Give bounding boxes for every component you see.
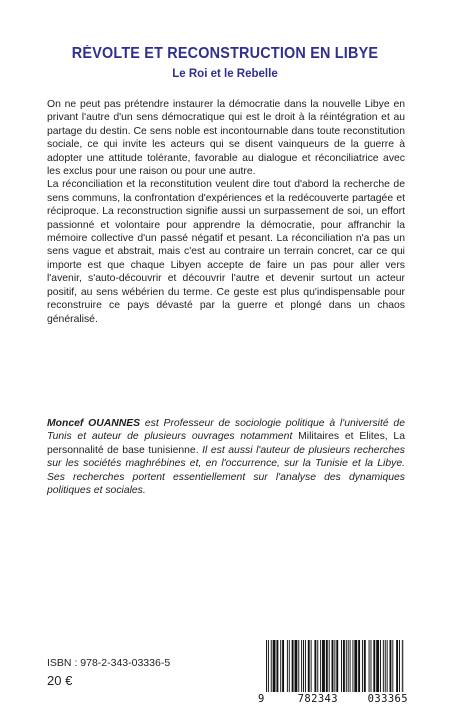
barcode-bar bbox=[320, 640, 321, 692]
back-cover-blurb bbox=[47, 98, 405, 326]
author-bio-text-2: Il est aussi l'auteur de plusieurs recherches sur les sociétés maghrébines et, en l'occurrence, sur la Tunisie et la Libye. Ses recherches portent essentiellement sur l'analyse des dynamiques politiques et sociales. bbox=[47, 444, 405, 497]
book-subtitle: Le Roi et le Rebelle bbox=[172, 68, 278, 80]
barcode-bar bbox=[392, 640, 393, 692]
barcode-bar bbox=[311, 640, 312, 692]
blurb-paragraph-1: On ne peut pas prétendre instaurer la démocratie dans la nouvelle Libye en privant l'autre d'un sens démocratique qui est le droit à la réintégration et au partage du destin. Ce sens noble est incontournable dans toute reconstitution sociale, ce qui invite les acteurs qui se disent vainqueurs de la guerre à adopter une attitude tolérante, favorable au dialogue et réconciliatrice avec les exclus pour une raison ou pour une autre. bbox=[47, 99, 405, 178]
author-bio-text-1: est Professeur de sociologie politique à l'université de Tunis et auteur de plusieurs ouvrages notamment bbox=[47, 418, 405, 443]
barcode-bar bbox=[332, 640, 334, 692]
barcode-bar bbox=[343, 640, 345, 692]
barcode-bar bbox=[352, 640, 353, 692]
barcode-bar bbox=[390, 640, 392, 692]
barcode-bar bbox=[322, 640, 325, 692]
barcode-bar bbox=[399, 640, 400, 692]
author-name: Moncef OUANNES bbox=[47, 418, 141, 429]
barcode-bar bbox=[292, 640, 294, 692]
author-works: Militaires et Elites, La personnalité de base tunisienne. bbox=[47, 431, 405, 456]
barcode-bar bbox=[348, 640, 349, 692]
barcode-bar bbox=[383, 640, 384, 692]
barcode-bar bbox=[341, 640, 342, 692]
barcode-bar bbox=[369, 640, 370, 692]
price-label: 20 € bbox=[47, 673, 73, 688]
book-title: RÉVOLTE ET RECONSTRUCTION EN LIBYE bbox=[71, 45, 379, 62]
barcode-bar bbox=[346, 640, 347, 692]
barcode-bar bbox=[334, 640, 335, 692]
barcode-bar bbox=[317, 640, 318, 692]
barcode-bar bbox=[298, 640, 299, 692]
barcode-bar bbox=[276, 640, 278, 692]
barcode-bar bbox=[373, 640, 375, 692]
barcode-bar bbox=[303, 640, 304, 692]
barcode-bar bbox=[329, 640, 330, 692]
barcode-bar bbox=[371, 640, 372, 692]
barcode-bar bbox=[282, 640, 284, 692]
barcode-bar bbox=[287, 640, 288, 692]
barcode-bar bbox=[289, 640, 290, 692]
barcode-bar bbox=[326, 640, 328, 692]
barcode-bar bbox=[273, 640, 276, 692]
barcode-bar bbox=[396, 640, 398, 692]
barcode-bar bbox=[387, 640, 388, 692]
barcode-bar bbox=[358, 640, 360, 692]
barcode-bar bbox=[350, 640, 351, 692]
barcode-bar bbox=[364, 640, 366, 692]
barcode-bar bbox=[354, 640, 357, 692]
barcode-bar bbox=[268, 640, 269, 692]
barcode-digits bbox=[258, 693, 408, 705]
barcode-bar bbox=[301, 640, 302, 692]
barcode-bar bbox=[271, 640, 272, 692]
barcode-bar bbox=[266, 640, 267, 692]
barcode-bar bbox=[385, 640, 386, 692]
barcode-bar bbox=[376, 640, 379, 692]
barcode-bar bbox=[308, 640, 310, 692]
barcode-bar bbox=[402, 640, 403, 692]
blurb-paragraph-2: La réconciliation et la reconstitution veulent dire tout d'abord la recherche de sens communs, la confrontation d'expériences et la redécouverte partagée et réciproque. La reconstruction signifie aussi un surpassement de soi, un effort passionné et volontaire pour apprendre la démocratie, pour affranchir la mémoire collective d'un passé négatif et pesant. La réconciliation n'a pas un sens vague et abstrait, mais c'est au contraire un terrain concret, car ce qui importe est que chaque Libyen accepte de faire un pas pour aller vers l'avenir, s'auto-découvrir et découvrir l'autre et devenir surtout un acteur positif, au sens wébérien du terme. Ce geste est plus qu'indispensable pour reconstruire ce pays dévasté par la guerre et plongé dans un chaos généralisé. bbox=[47, 179, 405, 325]
isbn-label: ISBN : 978-2-343-03336-5 bbox=[47, 657, 171, 669]
barcode-bar bbox=[314, 640, 316, 692]
barcode-bar bbox=[295, 640, 298, 692]
author-bio bbox=[47, 417, 405, 497]
barcode-bar bbox=[305, 640, 306, 692]
barcode-bar bbox=[362, 640, 363, 692]
barcode-bar bbox=[336, 640, 338, 692]
barcode-bar bbox=[380, 640, 381, 692]
barcode-digit-first: 9 bbox=[258, 693, 265, 705]
barcode-digits-right: 033365 bbox=[367, 693, 408, 705]
barcode-bar bbox=[280, 640, 281, 692]
barcode bbox=[266, 640, 404, 692]
barcode-digits-left: 782343 bbox=[297, 693, 338, 705]
